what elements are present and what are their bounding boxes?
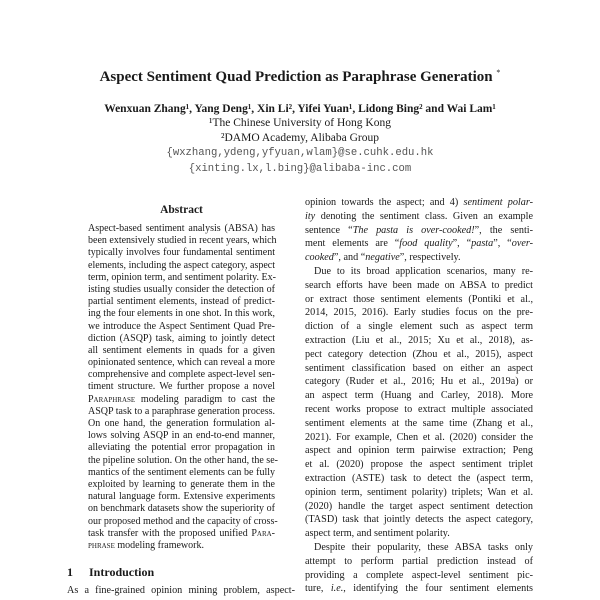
text-line	[305, 251, 533, 265]
text-line: search efforts have been made on ABSA to predict	[305, 279, 533, 291]
text-line: the pipeline solution. On the other hand, the se-	[88, 454, 278, 466]
text-line: attempt to perform partial prediction instead of	[305, 555, 533, 567]
text-line: been extensively studied in recent years, which	[88, 235, 277, 247]
introduction-heading	[67, 565, 154, 579]
text-line: elements, including the aspect category, aspect	[88, 259, 275, 271]
introduction-left-column	[67, 584, 295, 598]
text-segment: ture,	[305, 583, 331, 595]
text-line	[305, 582, 533, 596]
text-line	[305, 237, 533, 251]
text-line: partial sentiment elements, instead of predict-	[88, 296, 275, 308]
text-line: our proposed method and the capacity of cross-	[88, 515, 278, 527]
text-line: exploited by learning to generate them in the	[88, 478, 275, 490]
text-line: sentiment classification based on either an aspect	[305, 362, 533, 374]
text-line	[88, 528, 275, 540]
text-line: extraction (Liu et al., 2015; Xu et al., 2018), as-	[305, 334, 533, 346]
text-segment: ”, “	[493, 238, 512, 250]
text-line: on benchmark datasets show the superiority of	[88, 503, 275, 515]
email-2: {xinting.lx,l.bing}@alibaba-inc.com	[188, 163, 412, 175]
text-segment: sentence “	[305, 224, 353, 236]
text-line: an aspect term (Huang and Carley, 2018). More	[305, 390, 533, 402]
text-line: alleviating the potential error propagation in	[88, 442, 275, 454]
italic-text: negative	[365, 252, 400, 264]
text-line: all sentiment elements in quads for a given	[88, 344, 275, 356]
title-text: Aspect Sentiment Quad Prediction as Paraphrase Generation	[99, 69, 493, 85]
text-segment: ”, and “	[333, 252, 366, 264]
text-line: diction (ASQP) task, aiming to jointly detect	[88, 332, 275, 344]
text-line: recent works propose to extract multiple associated	[305, 403, 533, 415]
introduction-right-column	[305, 196, 533, 596]
text-line: aspect and opinion term pairwise extraction; Peng	[305, 445, 533, 457]
text-line: On one hand, the generation formulation al-	[88, 418, 275, 429]
text-line: mantics of the sentiment elements can be fully	[88, 466, 275, 478]
text-line: we introduce the Aspect Sentiment Quad Pre-	[88, 320, 275, 332]
text-line: natural language form. Extensive experiments	[88, 491, 275, 503]
text-line: ing the four elements in one shot. In this work,	[88, 308, 275, 320]
small-caps-text: Para-	[251, 527, 275, 539]
text-line: timent structure. We further propose a novel	[88, 381, 275, 393]
text-line: Due to its broad application scenarios, many re-	[314, 265, 533, 277]
small-caps-text: Paraphrase	[88, 393, 136, 405]
text-line: ASQP task to a paraphrase generation process.	[88, 405, 275, 417]
text-segment: opinion towards the aspect; and 4)	[305, 197, 464, 208]
paper-title	[0, 68, 600, 86]
text-line: comprehensive and complete aspect-level sen-	[88, 369, 275, 381]
text-line: As a fine-grained opinion mining problem, aspect-	[67, 585, 295, 596]
italic-text: i.e.	[330, 583, 344, 595]
text-line: diction of a single element such as aspect term	[305, 321, 533, 333]
text-segment: ment elements are “	[305, 238, 400, 250]
section-number: 1	[67, 565, 73, 579]
text-line: pect category detection (Zhou et al., 2015), aspect	[305, 348, 533, 360]
author-list: Wenxuan Zhang¹, Yang Deng¹, Xin Li², Yifei Yuan¹, Lidong Bing² and Wai Lam¹	[104, 103, 496, 115]
italic-text: cooked	[305, 252, 334, 264]
small-caps-text: phrase	[88, 539, 115, 551]
text-line: aspect term, and sentiment polarity.	[305, 528, 450, 540]
text-line: Despite their popularity, these ABSA tasks only	[314, 541, 533, 553]
text-line: (TASD) task that jointly detects the aspect category,	[305, 514, 533, 526]
text-line: isting studies usually consider the detection of	[88, 283, 275, 295]
text-line	[88, 540, 275, 552]
text-line	[88, 394, 275, 406]
text-line	[305, 210, 533, 224]
text-line: term, opinion term, and sentiment polarity. Ex-	[88, 271, 276, 283]
text-line: providing a complete aspect-level sentiment pic-	[305, 569, 533, 581]
text-line: or extract those sentiment elements (Pontiki et al.,	[305, 293, 533, 305]
abstract-heading: Abstract	[160, 204, 203, 216]
text-line: opinion term, sentiment polarity) triplets; Wan et al.	[305, 486, 533, 498]
text-segment: modeling framework.	[114, 539, 204, 551]
italic-text: food quality	[399, 238, 453, 250]
text-line: 2021). For example, Chen et al. (2020) consider the	[305, 431, 533, 443]
section-title: Introduction	[89, 565, 155, 579]
text-segment: ”, “	[452, 238, 472, 250]
text-segment: task transfer with the proposed unified	[88, 527, 252, 539]
text-segment: ”, the senti-	[474, 224, 533, 236]
affiliation-2: ²DAMO Academy, Alibaba Group	[221, 132, 379, 144]
italic-text: sentiment polar-	[463, 197, 534, 208]
italic-text: pasta	[471, 238, 494, 250]
title-footnote-mark: *	[496, 68, 501, 77]
text-segment: ”, respectively.	[399, 252, 461, 264]
text-line: typically involves four fundamental sentiment	[88, 247, 275, 259]
abstract-body	[88, 223, 278, 552]
text-line: lows solving ASQP in an end-to-end manner,	[88, 430, 275, 442]
text-line	[305, 196, 533, 210]
text-line	[305, 224, 533, 238]
text-line: 2014, 2015, 2016). Early studies focus on the pre-	[305, 307, 533, 319]
text-segment: , identifying the four sentiment elements	[343, 583, 533, 595]
italic-text: The pasta is over-cooked!	[352, 224, 475, 236]
text-line: extraction (ASTE) task to detect the (aspect term,	[305, 472, 533, 484]
text-segment: modeling paradigm to cast the	[135, 393, 275, 405]
email-1: {wxzhang,ydeng,yfyuan,wlam}@se.cuhk.edu.hk	[166, 147, 434, 159]
text-line: sentiment elements at the same time (Zhang et al.,	[305, 417, 533, 429]
text-line: category (Ruder et al., 2016; Hu et al., 2019a) or	[305, 376, 533, 388]
text-segment: denoting the sentiment class. Given an example	[315, 210, 533, 222]
italic-text: over-	[511, 238, 534, 250]
text-line: Aspect-based sentiment analysis (ABSA) has	[88, 223, 275, 234]
italic-text: ity	[305, 210, 316, 222]
text-line: opinionated sentence, which can reveal a more	[88, 357, 275, 369]
text-line: et al. (2020) propose the aspect sentiment triplet	[305, 459, 533, 471]
affiliation-1: ¹The Chinese University of Hong Kong	[209, 117, 391, 129]
text-line: (2020) handle the target aspect sentiment detection	[305, 500, 533, 512]
